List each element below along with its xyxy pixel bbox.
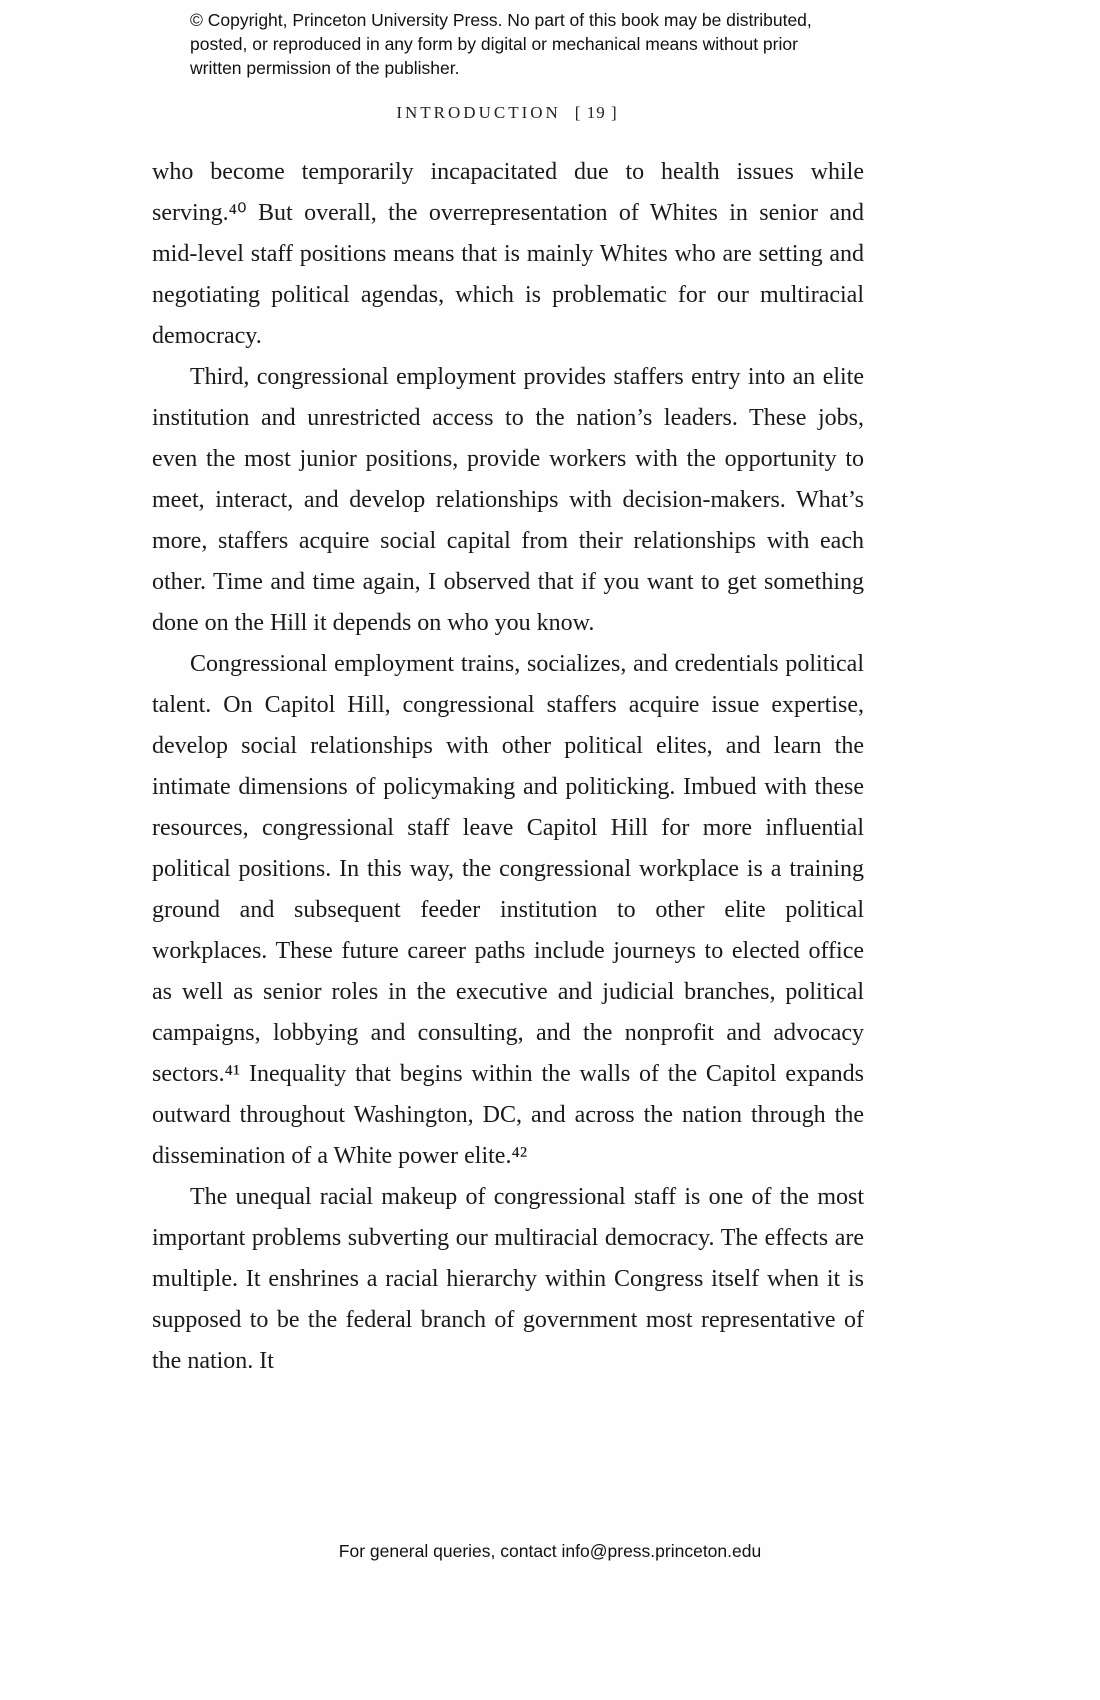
- running-header: [152, 103, 862, 123]
- page-number: [ 19 ]: [574, 103, 618, 122]
- chapter-running-head: INTRODUCTION: [396, 103, 561, 122]
- paragraph: Third, congressional employment provides staffers entry into an elite institution and unrestricted access to the nation’s leaders. These jobs, even the most junior positions, provide workers with the opportunity to meet, interact, and develop relationships with decision-makers. What’s more, staffers acquire social capital from their relationships with each other. Time and time again, I observed that if you want to get something done on the Hill it depends on who you know.: [152, 364, 864, 636]
- body-text: [152, 152, 864, 1382]
- paragraph: Congressional employment trains, socializes, and credentials political talent. On Capitol Hill, congressional staffers acquire issue expertise, develop social relationships with other political elites, and learn the intimate dimensions of policymaking and politicking. Imbued with these resources, congressional staff leave Capitol Hill for more influential political positions. In this way, the congressional workplace is a training ground and subsequent feeder institution to other elite political workplaces. These future career paths include journeys to elected office as well as senior roles in the executive and judicial branches, political campaigns, lobbying and consulting, and the nonprofit and advocacy sectors.⁴¹ Inequality that begins within the walls of the Capitol expands outward throughout Washington, DC, and across the nation through the dissemination of a White power elite.⁴²: [152, 651, 864, 1169]
- paragraph: The unequal racial makeup of congressional staff is one of the most important problems subverting our multiracial democracy. The effects are multiple. It enshrines a racial hierarchy within Congress itself when it is supposed to be the federal branch of government most representative of the nation. It: [152, 1184, 864, 1374]
- footer-queries-line: For general queries, contact info@press.princeton.edu: [338, 1541, 762, 1561]
- paragraph: who become temporarily incapacitated due to health issues while serving.⁴⁰ But overall, the overrepresentation of Whites in senior and mid-level staff positions means that is mainly Whites who are setting and negotiating political agendas, which is problematic for our multiracial democracy.: [152, 159, 864, 349]
- copyright-notice: © Copyright, Princeton University Press. No part of this book may be distributed, posted, or reproduced in any form by digital or mechanical means without prior written permission of the publisher.: [190, 10, 812, 78]
